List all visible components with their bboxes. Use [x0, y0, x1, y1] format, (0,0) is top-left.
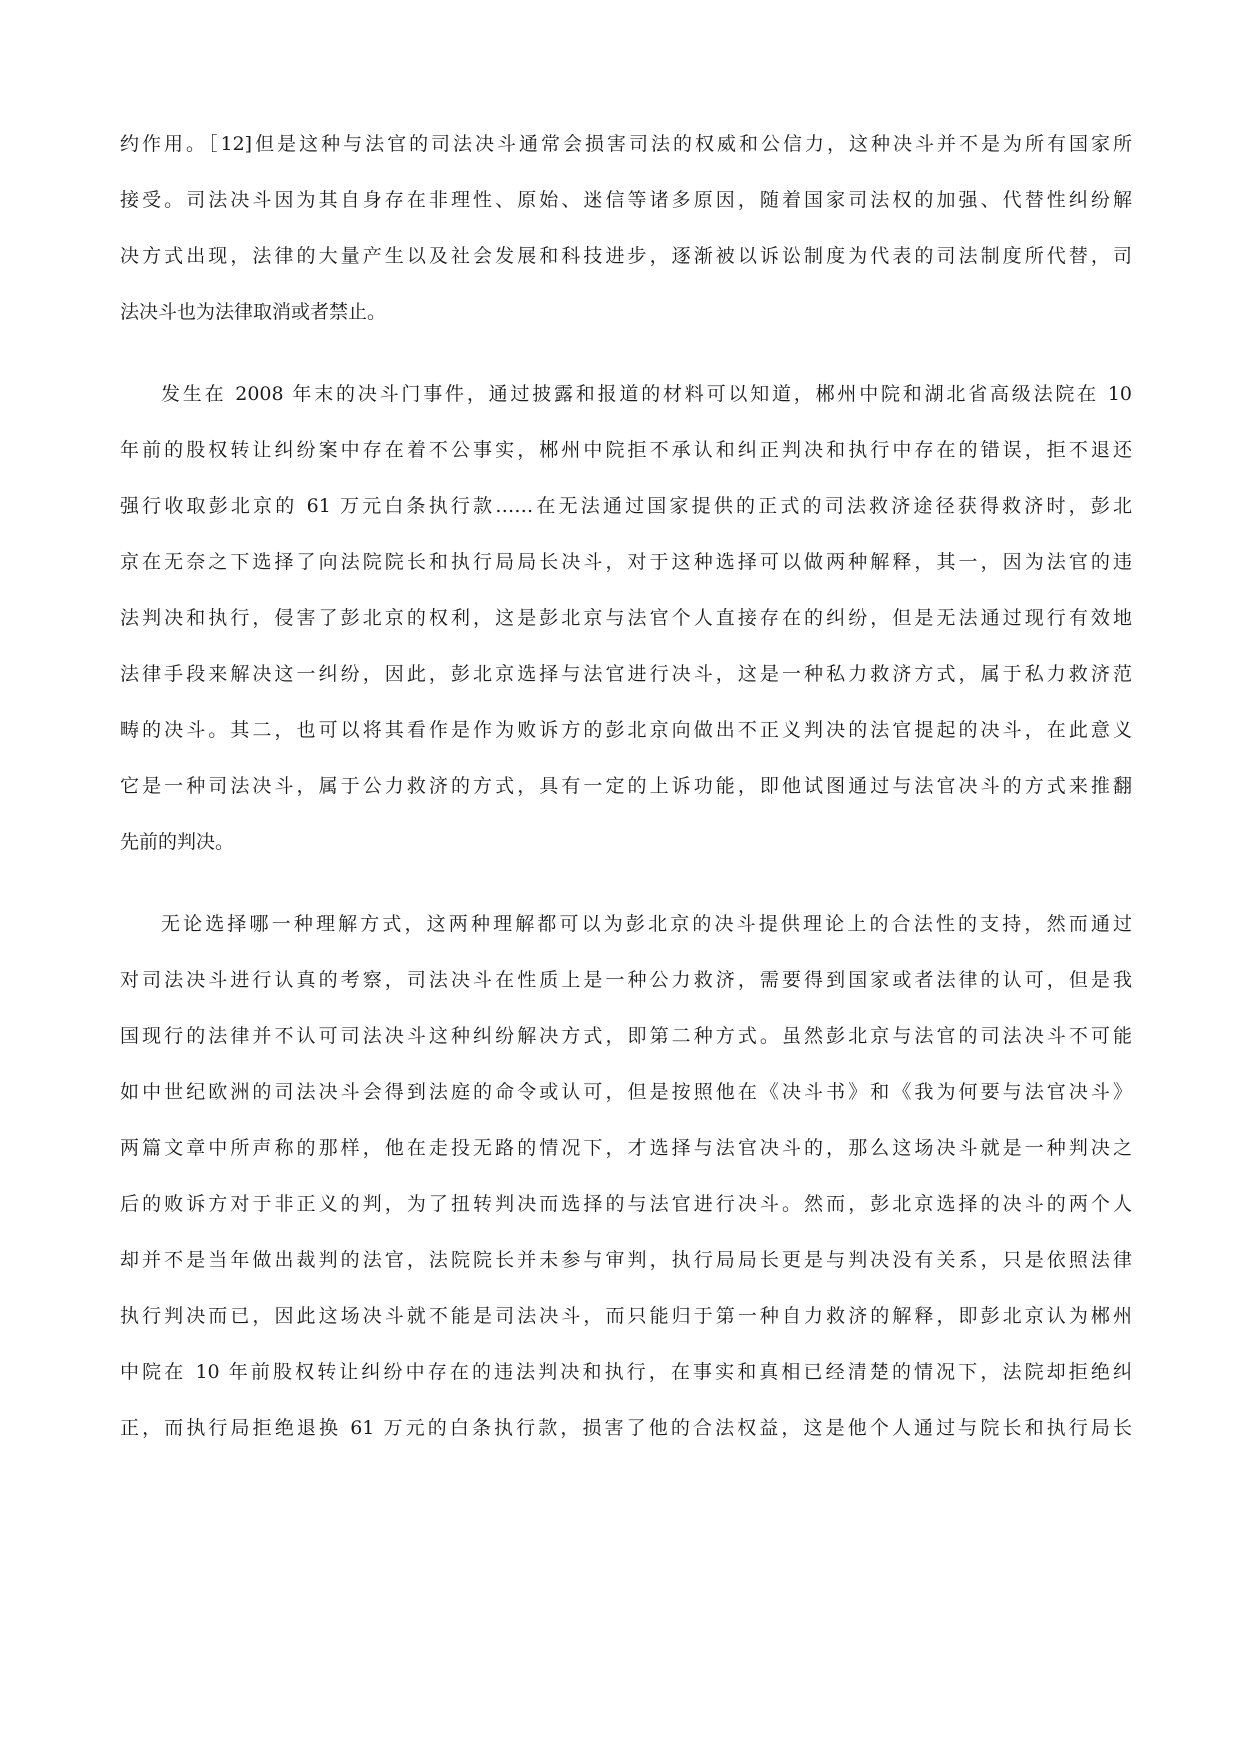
- text-line: 法决斗也为法律取消或者禁止。: [120, 301, 387, 323]
- text-line: 正，而执行局拒绝退换 61 万元的白条执行款，损害了他的合法权益，这是他个人通过与院长和执行局长: [120, 1417, 1132, 1439]
- text-line: 国现行的法律并不认可司法决斗这种纠纷解决方式，即第二种方式。虽然彭北京与法官的司法决斗不可能: [120, 1025, 1132, 1047]
- text-line: 它是一种司法决斗，属于公力救济的方式，具有一定的上诉功能，即他试图通过与法官决斗的方式来推翻: [120, 775, 1132, 797]
- text-line: 后的败诉方对于非正义的判，为了扭转判决而选择的与法官进行决斗。然而，彭北京选择的决斗的两个人: [120, 1193, 1132, 1215]
- text-line: 对司法决斗进行认真的考察，司法决斗在性质上是一种公力救济，需要得到国家或者法律的认可，但是我: [120, 969, 1132, 991]
- text-line: 两篇文章中所声称的那样，他在走投无路的情况下，才选择与法官决斗的，那么这场决斗就是一种判决之: [120, 1137, 1132, 1159]
- text-line: 年前的股权转让纠纷案中存在着不公事实，郴州中院拒不承认和纠正判决和执行中存在的错误，拒不退还: [120, 439, 1132, 461]
- text-line: 法判决和执行，侵害了彭北京的权利，这是彭北京与法官个人直接存在的纠纷，但是无法通过现行有效地: [120, 607, 1132, 629]
- text-line: 中院在 10 年前股权转让纠纷中存在的违法判决和执行，在事实和真相已经清楚的情况下，法院却拒绝纠: [120, 1361, 1132, 1383]
- text-line: 先前的判决。: [120, 831, 235, 853]
- text-line: 约作用。［12]但是这种与法官的司法决斗通常会损害司法的权威和公信力，这种决斗并不是为所有国家所: [120, 133, 1132, 155]
- text-line: 却并不是当年做出裁判的法官，法院院长并未参与审判，执行局局长更是与判决没有关系，只是依照法律: [120, 1249, 1132, 1271]
- text-line: 强行收取彭北京的 61 万元白条执行款……在无法通过国家提供的正式的司法救济途径获得救济时，彭北: [120, 495, 1132, 517]
- text-line: 法律手段来解决这一纠纷，因此，彭北京选择与法官进行决斗，这是一种私力救济方式，属于私力救济范: [120, 663, 1132, 685]
- text-line: 畴的决斗。其二，也可以将其看作是作为败诉方的彭北京向做出不正义判决的法官提起的决斗，在此意义: [120, 719, 1132, 741]
- text-line: 接受。司法决斗因为其自身存在非理性、原始、迷信等诸多原因，随着国家司法权的加强、代替性纠纷解: [120, 189, 1132, 211]
- text-line: 决方式出现，法律的大量产生以及社会发展和科技进步，逐渐被以诉讼制度为代表的司法制度所代替，司: [120, 245, 1132, 267]
- text-line: 执行判决而已，因此这场决斗就不能是司法决斗，而只能归于第一种自力救济的解释，即彭北京认为郴州: [120, 1305, 1132, 1327]
- text-line: 京在无奈之下选择了向法院院长和执行局局长决斗，对于这种选择可以做两种解释，其一，因为法官的违: [120, 551, 1132, 573]
- text-line: 发生在 2008 年末的决斗门事件，通过披露和报道的材料可以知道，郴州中院和湖北省高级法院在 10: [161, 383, 1132, 405]
- text-line: 如中世纪欧洲的司法决斗会得到法庭的命令或认可，但是按照他在《决斗书》和《我为何要与法官决斗》: [120, 1081, 1132, 1103]
- text-line: 无论选择哪一种理解方式，这两种理解都可以为彭北京的决斗提供理论上的合法性的支持，然而通过: [161, 913, 1132, 935]
